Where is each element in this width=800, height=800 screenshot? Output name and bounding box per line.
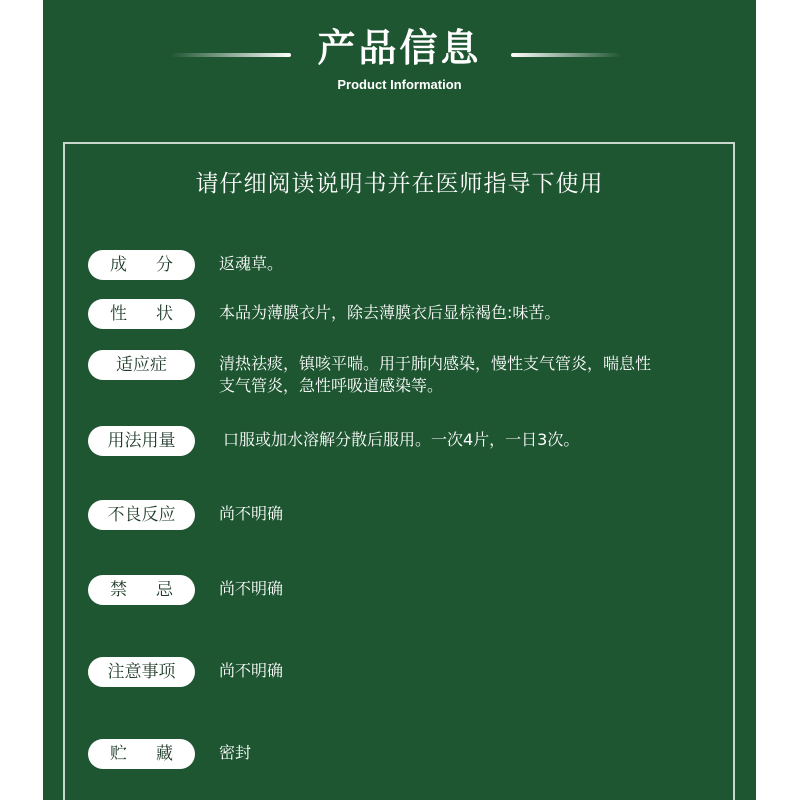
label-pill [88,739,195,769]
info-value [219,253,719,275]
value-line: 尚不明确 [219,661,284,680]
page-subtitle: Product Information [337,77,462,92]
info-value [219,503,719,525]
label-pill: 不良反应 [88,500,195,530]
info-value [219,353,719,397]
label-pill: 注意事项 [88,657,195,687]
label-char: 藏 [156,744,173,764]
value-line: 尚不明确 [219,579,284,598]
label-pill: 适应症 [88,350,195,380]
page-title: 产品信息 [317,26,482,70]
label-pill [88,575,195,605]
label-char: 状 [156,304,173,324]
label-char: 贮 [110,744,127,764]
value-line: 清热祛痰，镇咳平喘。用于肺内感染，慢性支气管炎，喘息性 [219,354,652,373]
info-value [219,742,719,764]
label-pill [88,250,195,280]
label-pill: 用法用量 [88,426,195,456]
info-value [219,578,719,600]
value-line: 返魂草。 [219,254,284,273]
value-line: 口服或加水溶解分散后服用。一次4片，一日3次。 [223,430,580,449]
label-char: 成 [110,255,127,275]
info-value [219,660,719,682]
label-char: 禁 [110,580,127,600]
value-line: 支气管炎，急性呼吸道感染等。 [219,376,444,395]
header [43,18,756,108]
label-char: 性 [110,304,127,324]
info-value [223,429,723,451]
label-char: 忌 [156,580,173,600]
info-panel [43,0,756,800]
value-line: 密封 [219,743,252,762]
value-line: 本品为薄膜衣片，除去薄膜衣后显棕褐色:味苦。 [219,303,561,322]
label-char: 分 [156,255,173,275]
content-frame [63,142,735,800]
value-line: 尚不明确 [219,504,284,523]
label-pill [88,299,195,329]
usage-notice: 请仔细阅读说明书并在医师指导下使用 [195,171,604,197]
info-value [219,302,719,324]
